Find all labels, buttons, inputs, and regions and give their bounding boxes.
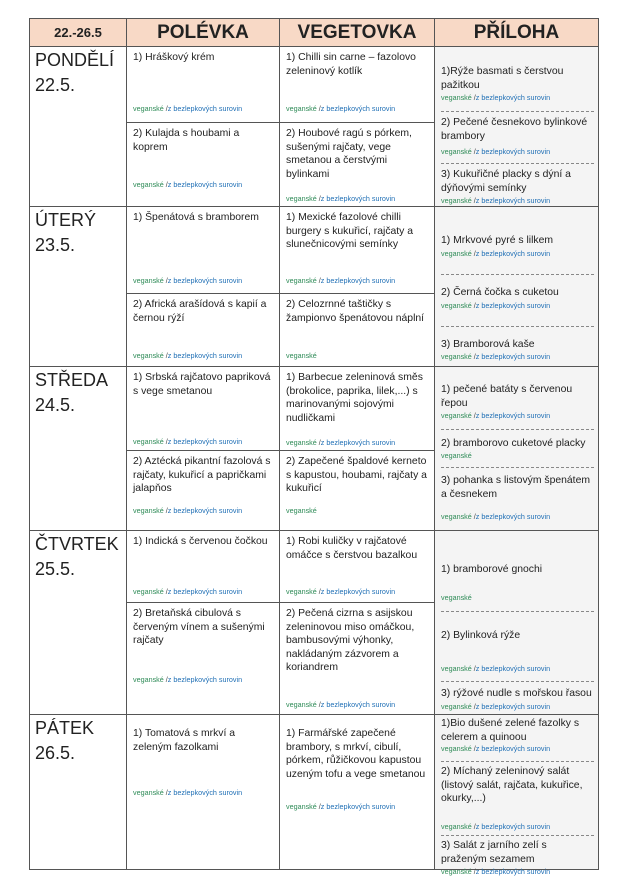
day-thursday (30, 531, 127, 715)
dish-text: 1) Špenátová s bramborem (133, 212, 259, 223)
dish-text: 2) Bretaňská cibulová s červeným vínem a sušenými rajčaty (133, 608, 265, 647)
veg-cell (280, 451, 435, 531)
side-item: 2) bramborovo cuketové placky veganské (441, 437, 594, 468)
side-item: 1) pečené batáty s červenou řepou veganské /z bezlepkových surovin (441, 383, 594, 430)
day-date: 25.5. (35, 559, 76, 579)
header-vegetovka: VEGETOVKA (280, 19, 435, 47)
day-name: ÚTERÝ (35, 210, 97, 230)
day-wednesday (30, 367, 127, 531)
side-item: 1)Rýže basmati s čerstvou pažitkou veganské /z bezlepkových surovin (441, 65, 594, 112)
side-item: 3) Salát z jarního zelí s praženým sezamem veganské /z bezlepkových surovin (441, 840, 551, 876)
side-item: 1)Bio dušené zelené fazolky s celerem a quinoou veganské /z bezlepkových surovin (441, 717, 594, 762)
dish-text: 1) Barbecue zeleninová směs (brokolice, paprika, lilek,...) s marinovanými sojovými nudličkami (286, 372, 423, 424)
header-soup: POLÉVKA (127, 19, 280, 47)
diet-tag: veganské /z bezlepkových surovin (133, 276, 243, 285)
dish-text: 1) Indická s červenou čočkou (133, 536, 268, 547)
dish-text: 2) Houbové ragú s pórkem, sušenými rajčaty, vege smetanou a čerstvými bylinkami (286, 128, 412, 180)
diet-tag: veganské /z bezlepkových surovin (133, 506, 243, 515)
diet-tag: veganské /z bezlepkových surovin (286, 104, 396, 113)
dish-text: 2) Kulajda s houbami a koprem (133, 128, 240, 153)
side-item: 1) Mrkvové pyré s lilkem veganské /z bezlepkových surovin (441, 234, 594, 275)
dish-text: 2) Aztécká pikantní fazolová s rajčaty, kukuřicí a papričkami jalapňos (133, 456, 271, 495)
side-cell (435, 367, 598, 531)
veg-cell (280, 47, 435, 123)
dish-text: 1) Robi kuličky v rajčatové omáčce s čerstvou bazalkou (286, 536, 418, 561)
side-item: 3) pohanka s listovým špenátem a česnekem veganské /z bezlepkových surovin (441, 475, 591, 521)
soup-cell (127, 47, 280, 123)
soup-cell (127, 123, 280, 207)
side-item: 3) rýžové nudle s mořskou řasou veganské /z bezlepkových surovin (441, 688, 592, 711)
dish-text: 2) Zapečené špaldové kerneto s kapustou, houbami, rajčaty a kukuřicí (286, 456, 427, 495)
side-item: 2) Pečené česnekovo bylinkové brambory veganské /z bezlepkových surovin (441, 116, 594, 164)
veg-cell (280, 207, 435, 294)
diet-tag: veganské (286, 351, 317, 360)
soup-cell (127, 531, 280, 603)
side-item: 2) Černá čočka s cuketou veganské /z bezlepkových surovin (441, 286, 594, 327)
diet-tag: veganské /z bezlepkových surovin (133, 675, 243, 684)
day-date: 26.5. (35, 743, 76, 763)
day-friday (30, 715, 127, 869)
soup-cell (127, 367, 280, 451)
dish-text: 1) Chilli sin carne – fazolovo zeleninový kotlík (286, 52, 416, 77)
day-name: ČTVRTEK (35, 534, 119, 554)
diet-tag: veganské /z bezlepkových surovin (286, 438, 396, 447)
diet-tag: veganské /z bezlepkových surovin (133, 180, 243, 189)
side-item: 2) Bylinková rýže veganské /z bezlepkových surovin (441, 629, 594, 682)
veg-cell (280, 367, 435, 451)
day-date: 23.5. (35, 235, 76, 255)
day-monday (30, 47, 127, 207)
soup-cell (127, 603, 280, 715)
diet-tag: veganské /z bezlepkových surovin (133, 104, 243, 113)
diet-tag: veganské /z bezlepkových surovin (133, 351, 243, 360)
dish-text: 1) Srbská rajčatovo papriková s vege smetanou (133, 372, 271, 397)
day-date: 24.5. (35, 395, 76, 415)
dish-text: 1) Mexické fazolové chilli burgery s kukuřicí, rajčaty a slunečnicovými semínky (286, 212, 414, 251)
side-cell (435, 207, 598, 367)
veg-cell (280, 123, 435, 207)
day-date: 22.5. (35, 75, 76, 95)
diet-tag: veganské /z bezlepkových surovin (133, 437, 243, 446)
diet-tag: veganské /z bezlepkových surovin (286, 194, 396, 203)
side-item: 3) Bramborová kaše veganské /z bezlepkových surovin (441, 339, 551, 361)
veg-cell (280, 531, 435, 603)
dish-text: 2) Pečená cizrna s asijskou zeleninovou miso omáčkou, bambusovými výhonky, nakládaným zázvorem a koriandrem (286, 608, 415, 674)
diet-tag: veganské /z bezlepkových surovin (133, 587, 243, 596)
diet-tag: veganské /z bezlepkových surovin (286, 700, 396, 709)
dish-text: 1) Farmářské zapečené brambory, s mrkví, cibulí, pórkem, růžičkovou kapustou uzeným tofu a vege smetanou (286, 728, 426, 780)
dish-text: 1) Hráškový krém (133, 52, 215, 63)
veg-cell (280, 715, 435, 869)
veg-cell (280, 603, 435, 715)
side-item: 1) bramborové gnochi veganské (441, 563, 594, 612)
side-item: 2) Míchaný zeleninový salát (listový salát, rajčata, kukuřice, okurky,...) veganské /z bezlepkových surovin (441, 765, 594, 836)
side-cell (435, 715, 598, 876)
soup-cell (127, 715, 280, 869)
side-cell (435, 531, 598, 715)
dish-text: 1) Tomatová s mrkví a zeleným fazolkami (133, 728, 236, 753)
header-side: PŘÍLOHA (435, 19, 598, 47)
side-item: 3) Kukuřičné placky s dýní a dýňovými semínky veganské /z bezlepkových surovin (441, 169, 571, 205)
soup-cell (127, 451, 280, 531)
diet-tag: veganské /z bezlepkových surovin (286, 276, 396, 285)
diet-tag: veganské /z bezlepkových surovin (286, 587, 396, 596)
day-tuesday (30, 207, 127, 367)
veg-cell (280, 294, 435, 367)
side-cell (435, 47, 598, 207)
diet-tag: veganské /z bezlepkových surovin (286, 802, 396, 811)
day-name: PÁTEK (35, 718, 95, 738)
diet-tag: veganské /z bezlepkových surovin (133, 788, 243, 797)
day-name: PONDĚLÍ (35, 50, 115, 70)
menu-table (29, 18, 599, 876)
header-date-range: 22.-26.5 (30, 19, 127, 47)
dish-text: 2) Africká arašídová s kapií a černou rýží (133, 299, 267, 324)
soup-cell (127, 207, 280, 294)
day-name: STŘEDA (35, 370, 109, 390)
diet-tag: veganské (286, 506, 317, 515)
dish-text: 2) Celozrnné taštičky s žampionvo špenátovou náplní (286, 299, 425, 324)
soup-cell (127, 294, 280, 367)
